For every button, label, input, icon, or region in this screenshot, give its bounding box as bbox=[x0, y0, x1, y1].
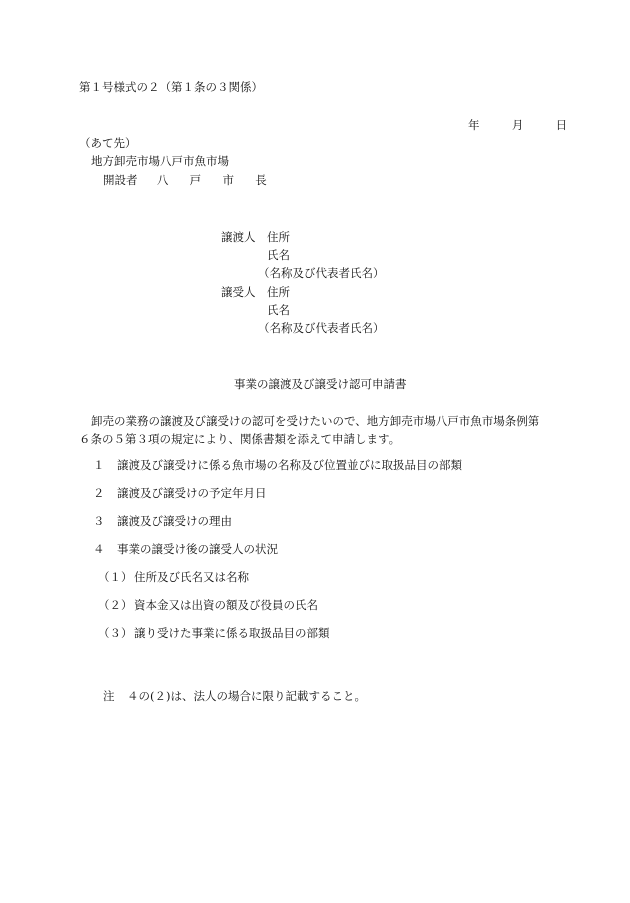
body-line-2: ６条の５第３項の規定により、関係書類を添えて申請します。 bbox=[79, 432, 401, 446]
subitem-3-text: 譲り受けた事業に係る取扱品目の部類 bbox=[134, 626, 330, 640]
date-month-label: 月 bbox=[511, 118, 524, 132]
date-year-label: 年 bbox=[468, 118, 480, 132]
transferee-address-label: 住所 bbox=[267, 285, 290, 299]
note-label: 注 bbox=[103, 689, 115, 703]
addressee-market: 地方卸売市場八戸市魚市場 bbox=[91, 154, 229, 168]
transferor-name-label: 氏名 bbox=[267, 248, 290, 262]
subitem-3-number: （３） bbox=[98, 626, 133, 640]
subitem-1-text: 住所及び氏名又は名称 bbox=[134, 570, 249, 584]
addressee-opener bbox=[103, 175, 267, 187]
form-number: 第１号様式の２（第１条の３関係） bbox=[79, 80, 263, 94]
item-2-number: ２ bbox=[93, 486, 105, 500]
item-2-text: 譲渡及び譲受けの予定年月日 bbox=[117, 486, 267, 500]
transferee-name-label: 氏名 bbox=[267, 303, 290, 317]
item-3-text: 譲渡及び譲受けの理由 bbox=[117, 514, 232, 528]
opener-char-3: 市 bbox=[222, 173, 234, 187]
date-line bbox=[468, 120, 567, 132]
transferor-address-label: 住所 bbox=[267, 230, 290, 244]
item-1-text: 譲渡及び譲受けに係る魚市場の名称及び位置並びに取扱品目の部類 bbox=[117, 458, 462, 472]
document-title: 事業の譲渡及び譲受け認可申請書 bbox=[234, 377, 407, 391]
date-day-label: 日 bbox=[555, 118, 568, 132]
item-3-number: ３ bbox=[93, 514, 105, 528]
item-1-number: １ bbox=[93, 458, 105, 472]
opener-char-4: 長 bbox=[255, 173, 267, 187]
transferee-role: 譲受人 bbox=[221, 285, 256, 299]
body-line-1: 卸売の業務の譲渡及び譲受けの認可を受けたいので、地方卸売市場八戸市魚市場条例第 bbox=[91, 414, 540, 428]
transferor-note: （名称及び代表者氏名） bbox=[258, 266, 385, 280]
addressee-label: （あて先） bbox=[79, 136, 137, 150]
note-text: ４の(２)は、法人の場合に限り記載すること。 bbox=[127, 689, 366, 703]
item-4-text: 事業の譲受け後の譲受人の状況 bbox=[117, 542, 278, 556]
subitem-2-text: 資本金又は出資の額及び役員の氏名 bbox=[134, 598, 318, 612]
opener-prefix: 開設者 bbox=[103, 173, 138, 187]
subitem-1-number: （１） bbox=[98, 570, 133, 584]
transferor-role: 譲渡人 bbox=[221, 230, 256, 244]
opener-char-1: 八 bbox=[156, 173, 169, 187]
subitem-2-number: （２） bbox=[98, 598, 133, 612]
item-4-number: ４ bbox=[93, 542, 105, 556]
transferee-note: （名称及び代表者氏名） bbox=[258, 321, 385, 335]
opener-char-2: 戸 bbox=[189, 173, 202, 187]
